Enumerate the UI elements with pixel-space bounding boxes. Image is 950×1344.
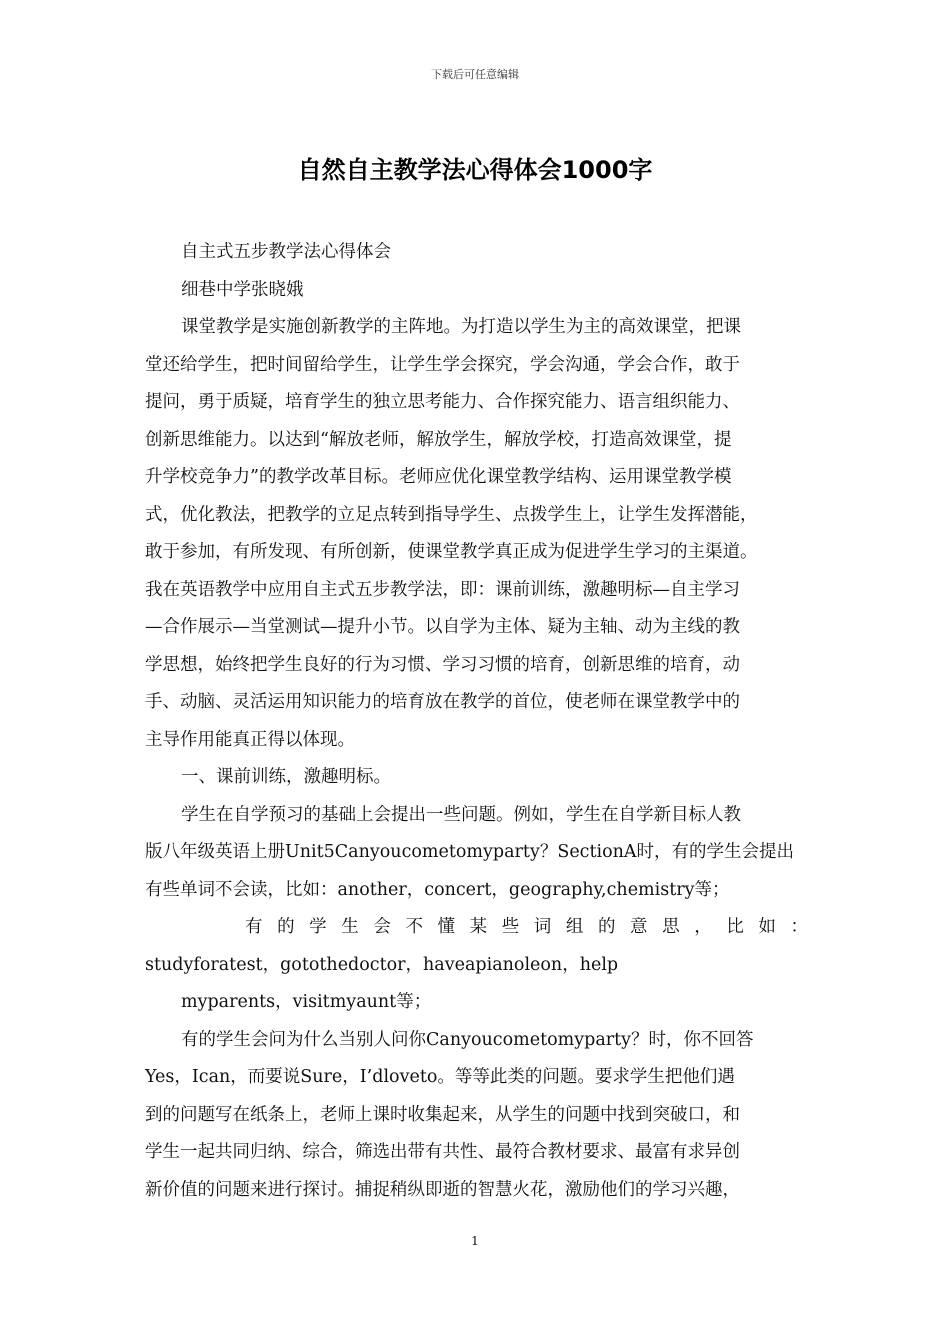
text-line: 学生一起共同归纳、综合，筛选出带有共性、最符合教材要求、最富有求异创 — [145, 1142, 740, 1162]
text-line: 学生在自学预习的基础上会提出一些问题。例如，学生在自学新目标人教 — [181, 804, 741, 825]
text-line: 版八年级英语上册Unit5Canyoucometomyparty？SectionA时，有的学生会提出 — [145, 842, 795, 862]
text-line: 堂还给学生，把时间留给学生，让学生学会探究，学会沟通，学会合作，敢于 — [145, 354, 740, 375]
text-line: 有的学生会不懂某些词组的意思，比如： — [245, 917, 810, 937]
text-line: myparents，visitmyaunt等； — [181, 992, 432, 1012]
author-line: 细巷中学张晓娥 — [181, 279, 304, 300]
page-header: 下载后可任意编辑 — [431, 68, 519, 81]
text-line: 主导作用能真正得以体现。 — [145, 729, 355, 750]
text-line: studyforatest，gotothedoctor，haveapianoleon，help — [145, 954, 619, 975]
text-line: Yes，Ican，而要说Sure，I’dloveto。等等此类的问题。要求学生把他们遇 — [145, 1067, 735, 1087]
text-line: 手、动脑、灵活运用知识能力的培育放在教学的首位，使老师在课堂教学中的 — [145, 692, 740, 712]
text-line: 新价值的问题来进行探讨。捕捉稍纵即逝的智慧火花，激励他们的学习兴趣， — [145, 1179, 740, 1200]
text-line: 式，优化教法，把教学的立足点转到指导学生、点拨学生上，让学生发挥潜能， — [145, 504, 758, 525]
section-heading: 一、课前训练，激趣明标。 — [181, 767, 391, 787]
page-number: 1 — [471, 1234, 479, 1248]
text-line: 有些单词不会读，比如：another，concert，geography,chemistry等； — [145, 879, 730, 900]
subtitle: 自主式五步教学法心得体会 — [181, 242, 391, 262]
text-line: 有的学生会问为什么当别人问你Canyoucometomyparty？时，你不回答 — [181, 1029, 754, 1050]
text-line: 课堂教学是实施创新教学的主阵地。为打造以学生为主的高效课堂，把课 — [181, 317, 741, 337]
text-line: —合作展示—当堂测试—提升小节。以自学为主体、疑为主轴、动为主线的教 — [145, 617, 740, 637]
document-title: 自然自主教学法心得体会1000字 — [297, 156, 653, 184]
text-line: 提问，勇于质疑，培育学生的独立思考能力、合作探究能力、语言组织能力、 — [145, 392, 740, 412]
text-line: 升学校竞争力”的教学改革目标。老师应优化课堂教学结构、运用课堂教学模 — [145, 467, 732, 487]
text-line: 学思想，始终把学生良好的行为习惯、学习习惯的培育，创新思维的培育，动 — [145, 654, 740, 675]
text-line: 我在英语教学中应用自主式五步教学法，即：课前训练，激趣明标—自主学习 — [145, 579, 740, 600]
document-body — [145, 234, 810, 1209]
text-line: 创新思维能力。以达到“解放老师，解放学生，解放学校，打造高效课堂，提 — [145, 429, 732, 450]
text-line: 敢于参加，有所发现、有所创新，使课堂教学真正成为促进学生学习的主渠道。 — [145, 542, 758, 562]
text-line: 到的问题写在纸条上，老师上课时收集起来，从学生的问题中找到突破口，和 — [145, 1104, 740, 1125]
